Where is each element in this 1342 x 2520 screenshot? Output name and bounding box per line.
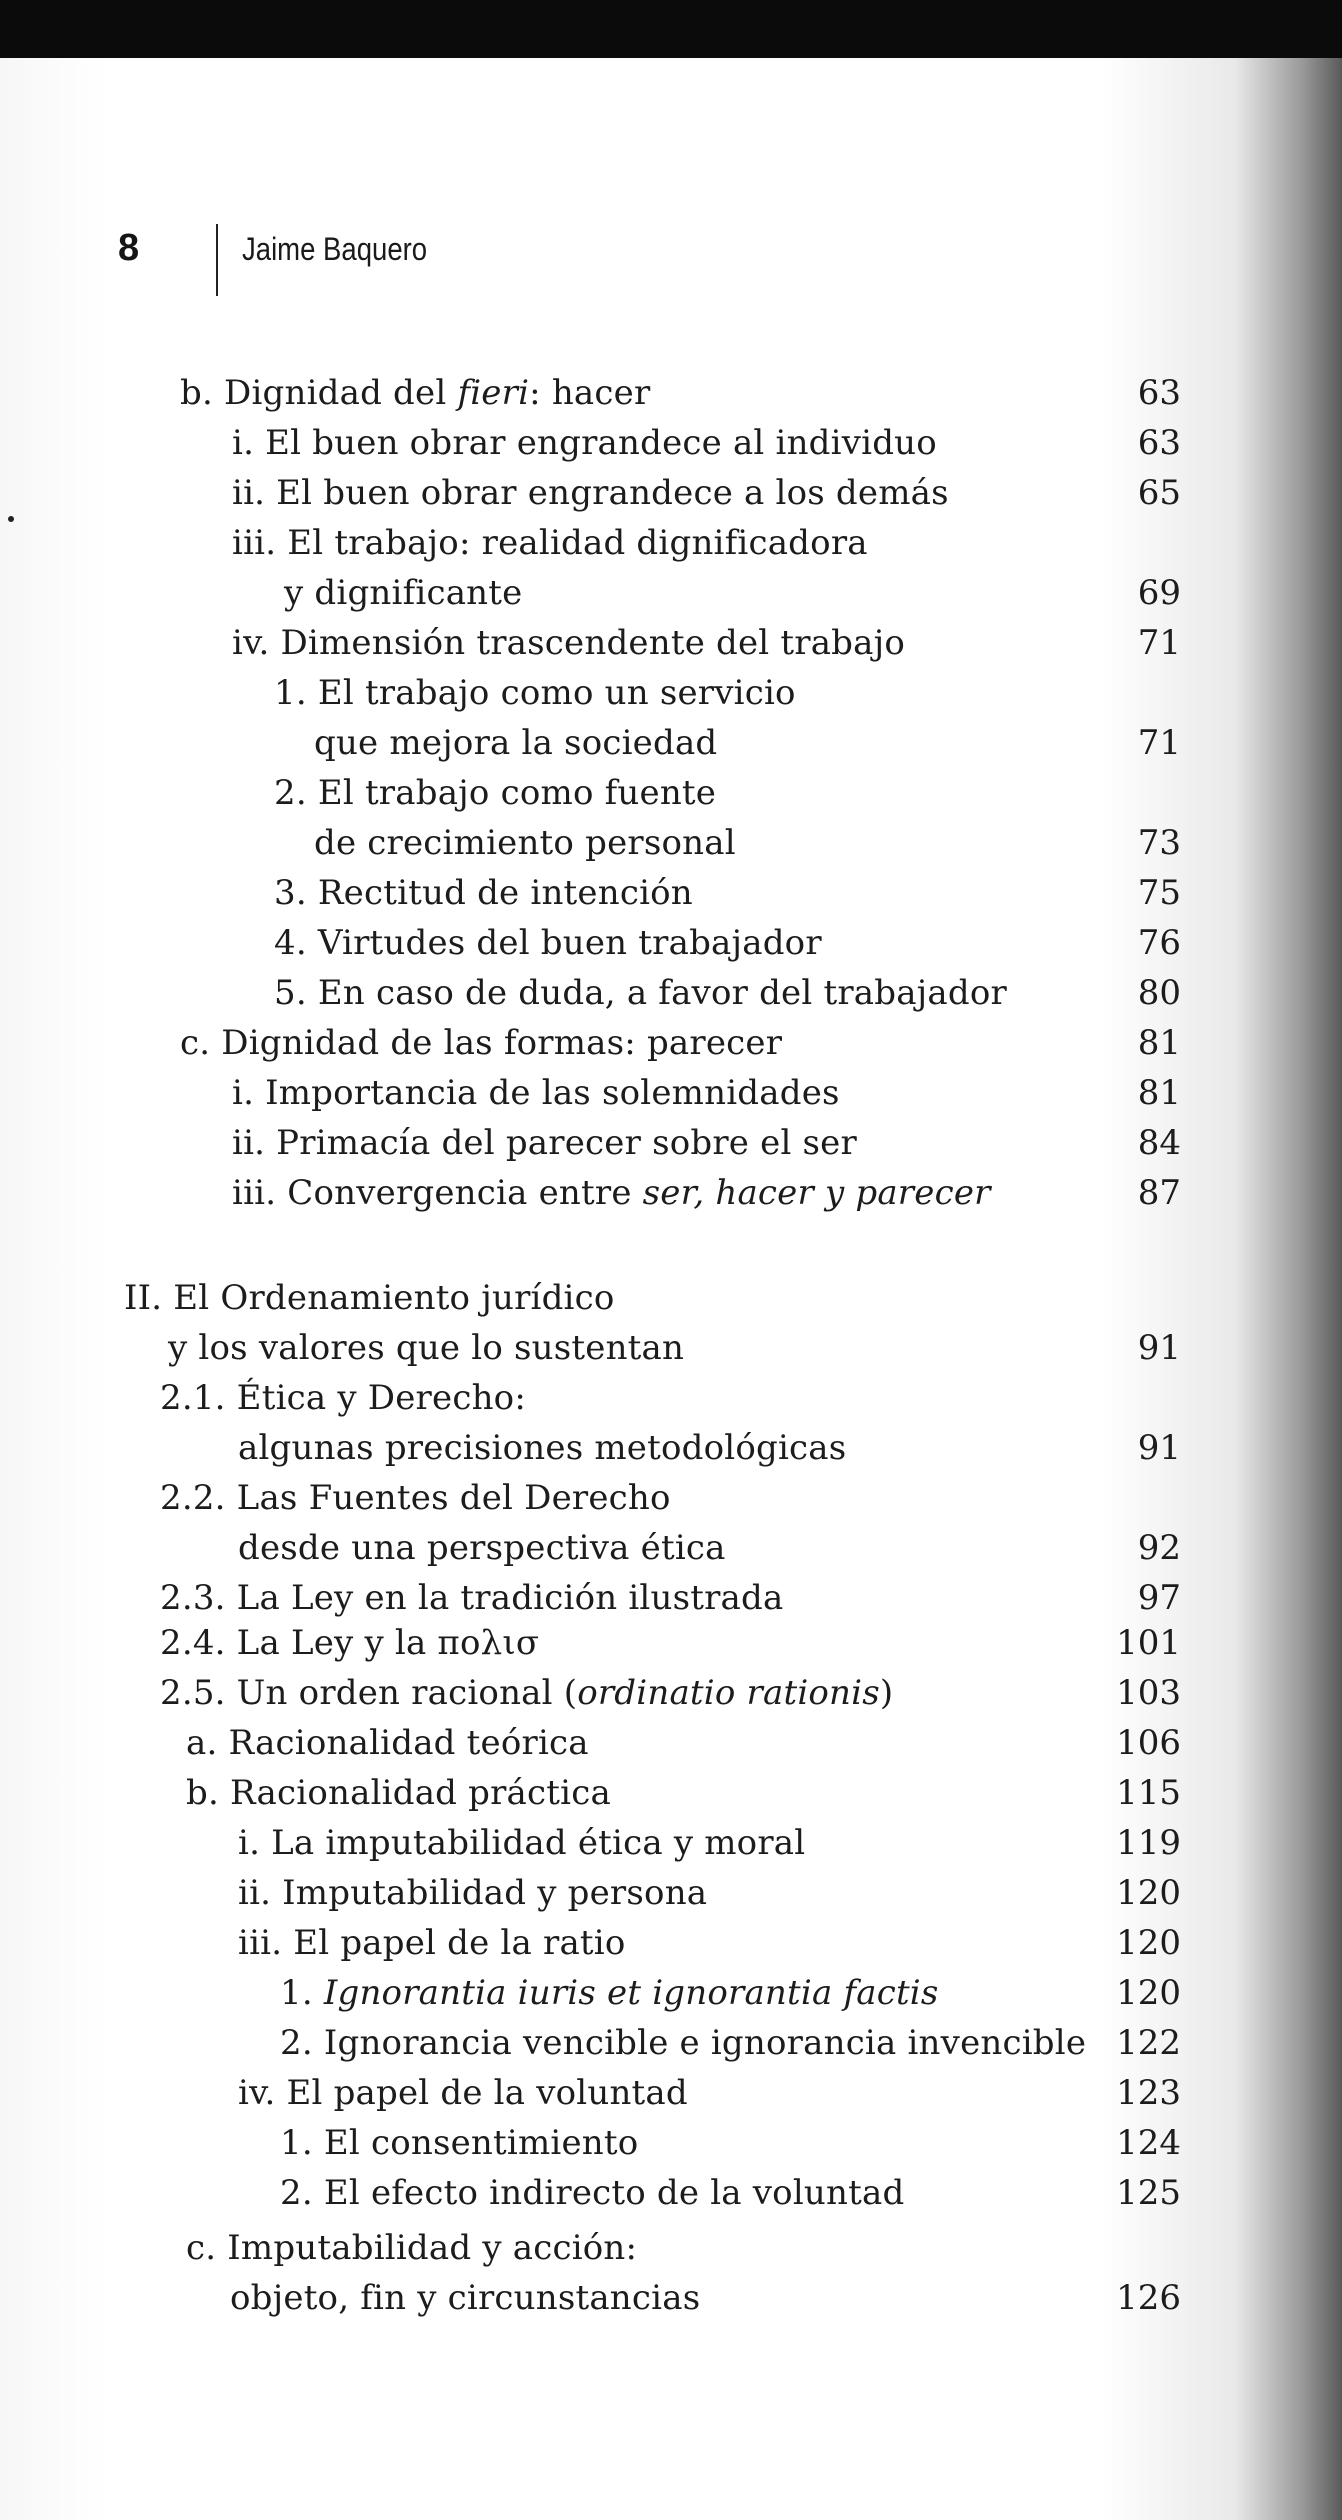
toc-entry: 5. En caso de duda, a favor del trabajador: [274, 973, 1007, 1013]
toc-entry: 2.2. Las Fuentes del Derecho: [160, 1478, 671, 1518]
toc-page-number: 124: [1116, 2123, 1181, 2163]
toc-entry: b. Racionalidad práctica: [186, 1773, 611, 1813]
toc-entry: 2.1. Ética y Derecho:: [160, 1378, 526, 1418]
toc-page-number: 81: [1137, 1073, 1181, 1113]
author-name: Jaime Baquero: [242, 231, 428, 267]
toc-page-number: 63: [1137, 373, 1181, 413]
toc-entry: ii. El buen obrar engrandece a los demás: [232, 473, 949, 513]
toc-page-number: 115: [1116, 1773, 1181, 1813]
toc-entry: ii. Primacía del parecer sobre el ser: [232, 1123, 857, 1163]
toc-page-number: 69: [1137, 573, 1181, 613]
toc-entry: i. Importancia de las solemnidades: [232, 1073, 840, 1113]
toc-entry: de crecimiento personal: [314, 823, 736, 863]
toc-entry: 1. Ignorantia iuris et ignorantia factis: [280, 1973, 939, 2013]
toc-page-number: 71: [1137, 623, 1181, 663]
toc-entry: 2. El trabajo como fuente: [274, 773, 717, 813]
toc-page-number: 120: [1116, 1973, 1181, 2013]
toc-entry: algunas precisiones metodológicas: [238, 1428, 847, 1468]
toc-page-number: 80: [1137, 973, 1181, 1013]
toc-page-number: 119: [1116, 1823, 1181, 1863]
toc-page-number: 81: [1137, 1023, 1181, 1063]
toc-page-number: 97: [1137, 1578, 1181, 1618]
toc-entry: b. Dignidad del fieri: hacer: [180, 373, 651, 413]
toc-entry: y los valores que lo sustentan: [168, 1328, 685, 1368]
toc-entry: c. Dignidad de las formas: parecer: [180, 1023, 783, 1063]
toc-entry: iv. El papel de la voluntad: [238, 2073, 688, 2113]
toc-page-number: 101: [1116, 1623, 1181, 1663]
toc-entry: iii. El papel de la ratio: [238, 1923, 626, 1963]
toc-entry: iii. Convergencia entre ser, hacer y parecer: [232, 1173, 991, 1213]
toc-page-number: 91: [1137, 1328, 1181, 1368]
toc-entry: 3. Rectitud de intención: [274, 873, 693, 913]
toc-entry: iii. El trabajo: realidad dignificadora: [232, 523, 868, 563]
toc-entry: II. El Ordenamiento jurídico: [124, 1278, 615, 1318]
toc-page-number: 120: [1116, 1923, 1181, 1963]
toc-page-number: 106: [1116, 1723, 1181, 1763]
toc-entry: objeto, fin y circunstancias: [230, 2278, 701, 2318]
toc-entry: 2. El efecto indirecto de la voluntad: [280, 2173, 905, 2213]
toc-entry: 2. Ignorancia vencible e ignorancia invencible: [280, 2023, 1087, 2063]
toc-page-number: 65: [1137, 473, 1181, 513]
toc-entry: 1. El trabajo como un servicio: [274, 673, 796, 713]
toc-page-number: 71: [1137, 723, 1181, 763]
toc-page-number: 122: [1116, 2023, 1181, 2063]
toc-page-number: 91: [1137, 1428, 1181, 1468]
toc-entry: c. Imputabilidad y acción:: [186, 2228, 638, 2268]
toc-entry: 4. Virtudes del buen trabajador: [274, 923, 822, 963]
toc-entry: i. El buen obrar engrandece al individuo: [232, 423, 937, 463]
toc-entry: y dignificante: [284, 573, 523, 613]
toc-page-number: 123: [1116, 2073, 1181, 2113]
page-number: 8: [118, 227, 140, 269]
toc-entry: i. La imputabilidad ética y moral: [238, 1823, 806, 1863]
toc-page-number: 125: [1116, 2173, 1181, 2213]
toc-page-number: 84: [1137, 1123, 1181, 1163]
toc-page-number: 87: [1137, 1173, 1181, 1213]
toc-entry: que mejora la sociedad: [314, 723, 718, 763]
toc-entry: 2.4. La Ley y la πολισ: [160, 1623, 540, 1663]
toc-page-number: 92: [1137, 1528, 1181, 1568]
toc-page-number: 76: [1137, 923, 1181, 963]
toc-page-number: 63: [1137, 423, 1181, 463]
toc-page-number: 73: [1137, 823, 1181, 863]
toc-page-number: 103: [1116, 1673, 1181, 1713]
toc-page-number: 120: [1116, 1873, 1181, 1913]
toc-entry: 1. El consentimiento: [280, 2123, 639, 2163]
toc-entry: a. Racionalidad teórica: [186, 1723, 589, 1763]
toc-page-number: 126: [1116, 2278, 1181, 2318]
toc-entry: desde una perspectiva ética: [238, 1528, 726, 1568]
toc-page-number: 75: [1137, 873, 1181, 913]
toc-entry: 2.5. Un orden racional (ordinatio rationis): [160, 1673, 894, 1713]
toc-entry: 2.3. La Ley en la tradición ilustrada: [160, 1578, 784, 1618]
toc-entry: ii. Imputabilidad y persona: [238, 1873, 708, 1913]
toc-entry: iv. Dimensión trascendente del trabajo: [232, 623, 906, 663]
